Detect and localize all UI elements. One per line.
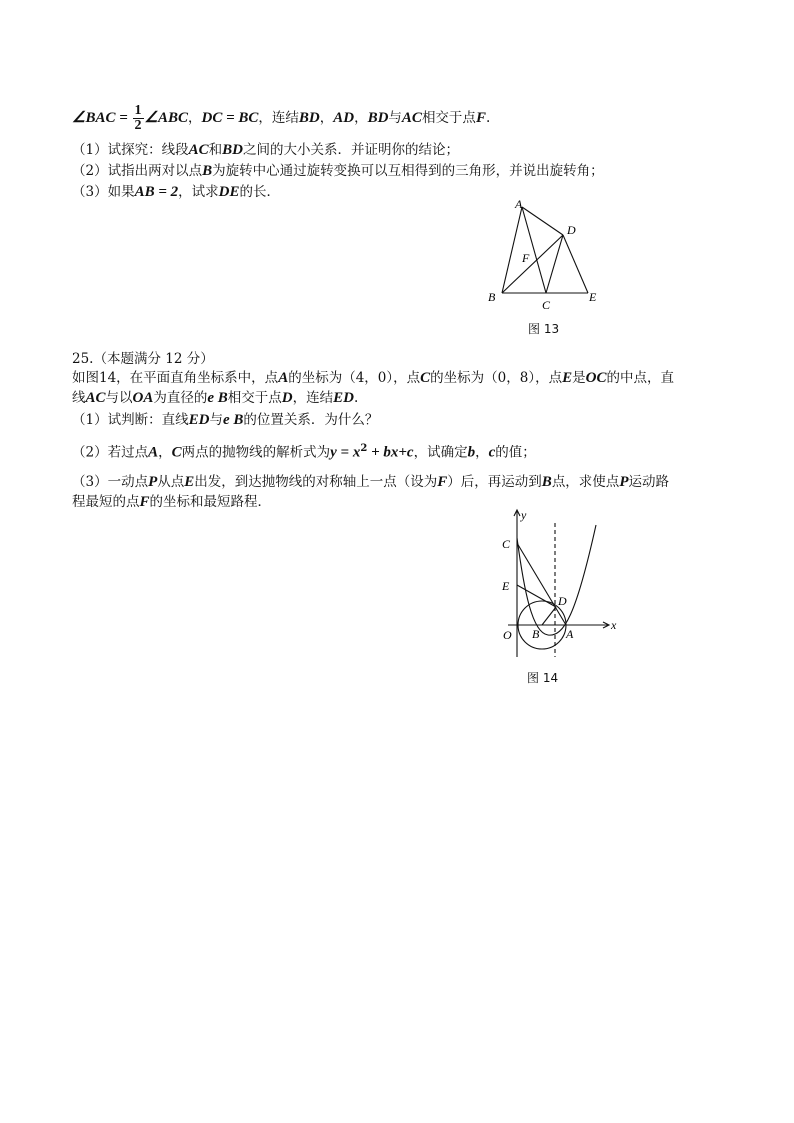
label-e: E — [589, 290, 597, 304]
text: 的值； — [495, 444, 536, 461]
text: ， — [158, 444, 172, 461]
label-a: A — [515, 197, 523, 211]
text: （1）试探究：线段 — [72, 142, 189, 158]
math: A — [278, 370, 289, 386]
label-c: C — [502, 537, 511, 551]
math: C — [171, 444, 182, 461]
text: （3）一动点 — [72, 474, 149, 490]
line-bd — [542, 607, 556, 625]
math: ED — [188, 412, 210, 428]
math: DE — [218, 184, 240, 200]
math: ED — [333, 390, 354, 406]
math: C — [420, 370, 431, 386]
math: AC — [401, 110, 422, 126]
q24-part3 — [72, 183, 280, 201]
figure-13 — [480, 195, 610, 310]
line-ed — [517, 585, 556, 607]
text: 之间的大小关系．并证明你的结论； — [242, 142, 459, 158]
math: E — [562, 370, 573, 386]
q25-part2 — [72, 440, 536, 462]
q25-part3-cont — [72, 493, 271, 511]
math: e B — [207, 390, 228, 406]
text: 程最短的点 — [72, 494, 140, 510]
math: AB = 2 — [134, 184, 179, 200]
q25-line2 — [72, 389, 358, 407]
figure-14 — [496, 505, 626, 665]
q25-line1 — [72, 369, 674, 387]
text: 相交于点 — [227, 390, 282, 406]
text: （2）试指出两对以点 — [72, 163, 203, 179]
label-b: B — [532, 627, 540, 641]
text: ，连结 — [258, 110, 299, 126]
text: 两点的抛物线的解析式为 — [181, 444, 331, 461]
math: P — [148, 474, 158, 490]
label-a: A — [566, 627, 574, 641]
q24-part1 — [72, 141, 459, 159]
fraction-denominator: 2 — [134, 118, 142, 133]
label-b: B — [488, 290, 496, 304]
math: B — [541, 474, 552, 490]
text: . — [353, 390, 359, 406]
label-o: O — [503, 628, 512, 642]
text: 点，求使点 — [551, 474, 620, 490]
segment-ab — [502, 207, 522, 293]
text: （2）若过点 — [72, 444, 149, 461]
math: e B — [222, 412, 244, 428]
math: DC = BC — [201, 110, 259, 126]
label-y: y — [521, 508, 527, 522]
text: 的中点，直 — [606, 370, 674, 386]
label-d: D — [558, 594, 567, 608]
text: 为直径的 — [153, 390, 208, 406]
text: ， — [187, 110, 202, 126]
text: . — [485, 110, 491, 126]
text: 是 — [572, 370, 586, 386]
math: B — [202, 163, 213, 179]
text: 的位置关系．为什么？ — [243, 412, 379, 428]
q25-part1 — [72, 411, 378, 429]
q24-intro-line — [72, 104, 490, 133]
math: AD — [333, 110, 355, 126]
fraction-one-half — [133, 104, 144, 133]
fraction-numerator: 1 — [134, 103, 142, 118]
text: ，试确定 — [413, 444, 468, 461]
text: ， — [475, 444, 489, 461]
text: 与 — [388, 110, 402, 126]
label-d: D — [567, 223, 576, 237]
label-c: C — [542, 298, 551, 310]
math: D — [281, 390, 293, 406]
text: 和 — [208, 142, 223, 158]
math: A — [148, 444, 159, 461]
text: 的坐标和最短路程． — [149, 494, 272, 510]
text: ， — [319, 110, 334, 126]
angle-bac: ∠BAC = — [72, 110, 132, 126]
text: 出发，到达抛物线的对称轴上一点（设为 — [194, 474, 438, 490]
math: + bx+c — [367, 444, 414, 461]
math: F — [475, 110, 486, 126]
label-f: F — [522, 251, 530, 265]
text: （1）试判断：直线 — [72, 412, 189, 428]
math: OC — [585, 370, 607, 386]
text: ）后，再运动到 — [447, 474, 542, 490]
text: ， — [354, 110, 368, 126]
text: ，试求 — [178, 184, 219, 200]
math: BD — [222, 142, 243, 158]
text: 相交于点 — [421, 110, 476, 126]
segment-ac — [522, 207, 546, 293]
math: b — [467, 444, 476, 461]
text: ，连结 — [292, 390, 334, 406]
math: F — [139, 494, 150, 510]
label-x: x — [611, 618, 617, 632]
text: 线 — [72, 390, 86, 406]
q24-part2 — [72, 162, 604, 180]
text: （3）如果 — [72, 184, 135, 200]
exponent: 2 — [360, 443, 368, 454]
q25-heading: 25.（本题满分 12 分） — [72, 351, 214, 367]
figure-14-caption: 图 14 — [527, 671, 559, 685]
math: F — [437, 474, 448, 490]
segment-de — [563, 235, 588, 293]
text: 与以 — [105, 390, 133, 406]
parabola — [517, 525, 596, 635]
math: c — [488, 444, 496, 461]
text: 运动路 — [628, 474, 669, 490]
text: 与 — [209, 412, 223, 428]
math: OA — [132, 390, 154, 406]
math: BD — [298, 110, 320, 126]
math: E — [184, 474, 195, 490]
q25-part3 — [72, 473, 669, 491]
math: BD — [367, 110, 389, 126]
figure-13-caption: 图 13 — [528, 322, 560, 336]
label-e: E — [502, 579, 510, 593]
text: 如图14，在平面直角坐标系中，点 — [72, 370, 279, 386]
math: AC — [85, 390, 106, 406]
text: 为旋转中心通过旋转变换可以互相得到的三角形，并说出旋转角； — [212, 163, 604, 179]
text: 的坐标为（0，8），点 — [430, 370, 563, 386]
text: 的长． — [239, 184, 280, 200]
math: P — [619, 474, 629, 490]
text: 从点 — [157, 474, 185, 490]
math: y = x — [330, 444, 361, 461]
text: 的坐标为（4，0），点 — [288, 370, 421, 386]
angle-abc: ∠ABC — [144, 110, 188, 126]
math: AC — [188, 142, 209, 158]
